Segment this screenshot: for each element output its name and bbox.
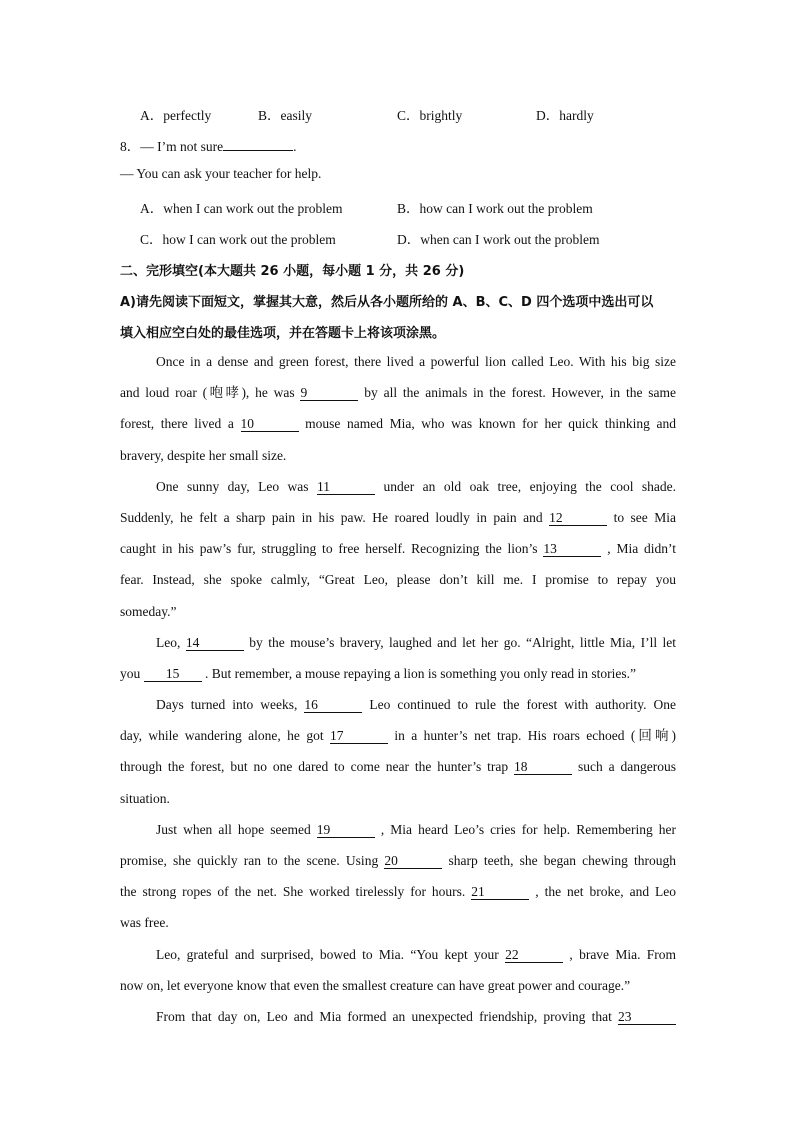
passage-line xyxy=(120,440,676,471)
passage-text: by the mouse’s bravery, laughed and let her go. “Alright, little Mia, I’ll let xyxy=(249,634,677,650)
passage-text: such a dangerous xyxy=(577,759,676,775)
blank-12[interactable]: 12 xyxy=(549,510,607,526)
blank-13[interactable]: 13 xyxy=(543,541,601,557)
passage-text: From that day on, Leo and Mia formed an unexpected friendship, proving that xyxy=(156,1008,612,1024)
passage-text: Leo, xyxy=(156,634,181,650)
q8-reply: — You can ask your teacher for help. xyxy=(120,166,322,181)
passage-text: , Mia didn’t xyxy=(607,541,677,557)
paragraph-7 xyxy=(120,1001,676,1032)
paragraph-1 xyxy=(120,346,676,471)
paragraph-5 xyxy=(120,814,676,939)
passage-line xyxy=(120,939,676,970)
q7-option-b[interactable]: B．easily xyxy=(258,108,312,123)
blank-14[interactable]: 14 xyxy=(186,635,244,651)
paragraph-6 xyxy=(120,939,676,1001)
section-instruction-line-2: 填入相应空白处的最佳选项，并在答题卡上将该项涂黑。 xyxy=(120,326,446,341)
passage-text: Days turned into weeks, xyxy=(156,697,298,713)
passage-line xyxy=(120,907,676,938)
blank-10[interactable]: 10 xyxy=(241,416,299,432)
passage-text: in a hunter’s net trap. His roars echoed (回响) xyxy=(394,728,676,744)
q8-option-b[interactable]: B．how can I work out the problem xyxy=(397,201,593,216)
passage-text: Leo, grateful and surprised, bowed to Mia. “You kept your xyxy=(156,946,499,962)
passage-line xyxy=(120,596,676,627)
passage-text: Suddenly, he felt a sharp pain in his paw. He roared loudly in pain and xyxy=(120,509,543,525)
passage-line xyxy=(120,627,676,658)
passage-line xyxy=(120,845,676,876)
passage-line xyxy=(120,471,676,502)
blank-17[interactable]: 17 xyxy=(330,728,388,744)
passage-line xyxy=(120,689,676,720)
passage-text: . But remember, a mouse repaying a lion is something you only read in stories.” xyxy=(205,665,636,681)
passage-line xyxy=(120,564,676,595)
paragraph-3 xyxy=(120,627,676,689)
q7-option-c[interactable]: C．brightly xyxy=(397,108,463,123)
passage-text: by all the animals in the forest. However, in the same xyxy=(364,385,676,401)
passage-line xyxy=(120,783,676,814)
passage-text: Leo continued to rule the forest with authority. One xyxy=(369,697,676,713)
passage-text: you xyxy=(120,665,141,681)
passage-line xyxy=(120,346,676,377)
blank-16[interactable]: 16 xyxy=(304,697,362,713)
section-title: 二、完形填空(本大题共 26 小题，每小题 1 分，共 26 分) xyxy=(120,264,465,279)
paragraph-2 xyxy=(120,471,676,627)
blank-20[interactable]: 20 xyxy=(384,853,442,869)
passage-text: Just when all hope seemed xyxy=(156,821,311,837)
passage-text: Once in a dense and green forest, there lived a powerful lion called Leo. With his big size xyxy=(156,354,676,369)
q7-option-d[interactable]: D．hardly xyxy=(536,108,594,123)
passage-text: and loud roar (咆哮), he was xyxy=(120,385,295,401)
passage-text: sharp teeth, she began chewing through xyxy=(448,853,677,868)
passage-line xyxy=(120,970,676,1001)
blank-22[interactable]: 22 xyxy=(505,947,563,963)
passage-text: now on, let everyone know that even the smallest creature can have great power and courage.” xyxy=(120,977,631,993)
section-instruction-line-1: A)请先阅读下面短文，掌握其大意，然后从各小题所给的 A、B、C、D 四个选项中选出可以 xyxy=(120,295,654,310)
q8-stem-end: . xyxy=(293,139,297,154)
passage-text: through the forest, but no one dared to come near the hunter’s trap xyxy=(120,759,509,775)
paragraph-4 xyxy=(120,689,676,814)
blank-23[interactable]: 23 xyxy=(618,1009,676,1025)
passage-text: mouse named Mia, who was known for her quick thinking and xyxy=(305,416,677,432)
q8-option-a[interactable]: A．when I can work out the problem xyxy=(140,201,343,216)
passage-text: was free. xyxy=(120,915,169,931)
q8-option-d[interactable]: D．when can I work out the problem xyxy=(397,232,600,247)
passage-line xyxy=(120,720,676,751)
passage-line xyxy=(120,408,676,439)
passage-line xyxy=(120,658,676,689)
q8-answer-blank[interactable] xyxy=(223,150,293,151)
passage-text: , the net broke, and Leo xyxy=(535,884,677,900)
passage-text: under an old oak tree, enjoying the cool shade. xyxy=(383,478,677,494)
passage-line xyxy=(120,751,676,782)
blank-15[interactable]: 15 xyxy=(144,666,202,682)
passage-text: , Mia heard Leo’s cries for help. Remembering her xyxy=(380,821,676,837)
q8-stem xyxy=(120,135,296,155)
passage-line xyxy=(120,876,676,907)
blank-18[interactable]: 18 xyxy=(514,759,572,775)
passage-text: caught in his paw’s fur, struggling to free herself. Recognizing the lion’s xyxy=(120,541,538,557)
passage xyxy=(120,346,676,1032)
blank-21[interactable]: 21 xyxy=(471,884,529,900)
passage-text: , brave Mia. From xyxy=(569,946,677,962)
blank-11[interactable]: 11 xyxy=(317,479,375,495)
passage-text: forest, there lived a xyxy=(120,416,234,432)
passage-text: fear. Instead, she spoke calmly, “Great Leo, please don’t kill me. I promise to repay you xyxy=(120,572,676,588)
passage-line xyxy=(120,377,676,408)
q7-option-a[interactable]: A．perfectly xyxy=(140,108,212,123)
passage-line xyxy=(120,502,676,533)
passage-text: situation. xyxy=(120,790,170,806)
passage-text: One sunny day, Leo was xyxy=(156,478,309,494)
passage-line xyxy=(120,814,676,845)
passage-text: promise, she quickly ran to the scene. Using xyxy=(120,853,379,868)
q8-stem-text: 8．— I’m not sure xyxy=(120,139,224,154)
passage-text: to see Mia xyxy=(613,509,677,525)
passage-line xyxy=(120,533,676,564)
q8-option-c[interactable]: C．how I can work out the problem xyxy=(140,232,336,247)
passage-line xyxy=(120,1001,676,1032)
passage-text: bravery, despite her small size. xyxy=(120,447,287,463)
blank-19[interactable]: 19 xyxy=(317,822,375,838)
passage-text: the strong ropes of the net. She worked tirelessly for hours. xyxy=(120,884,466,900)
passage-text: day, while wandering alone, he got xyxy=(120,728,324,744)
blank-9[interactable]: 9 xyxy=(300,385,358,401)
passage-text: someday.” xyxy=(120,603,177,619)
